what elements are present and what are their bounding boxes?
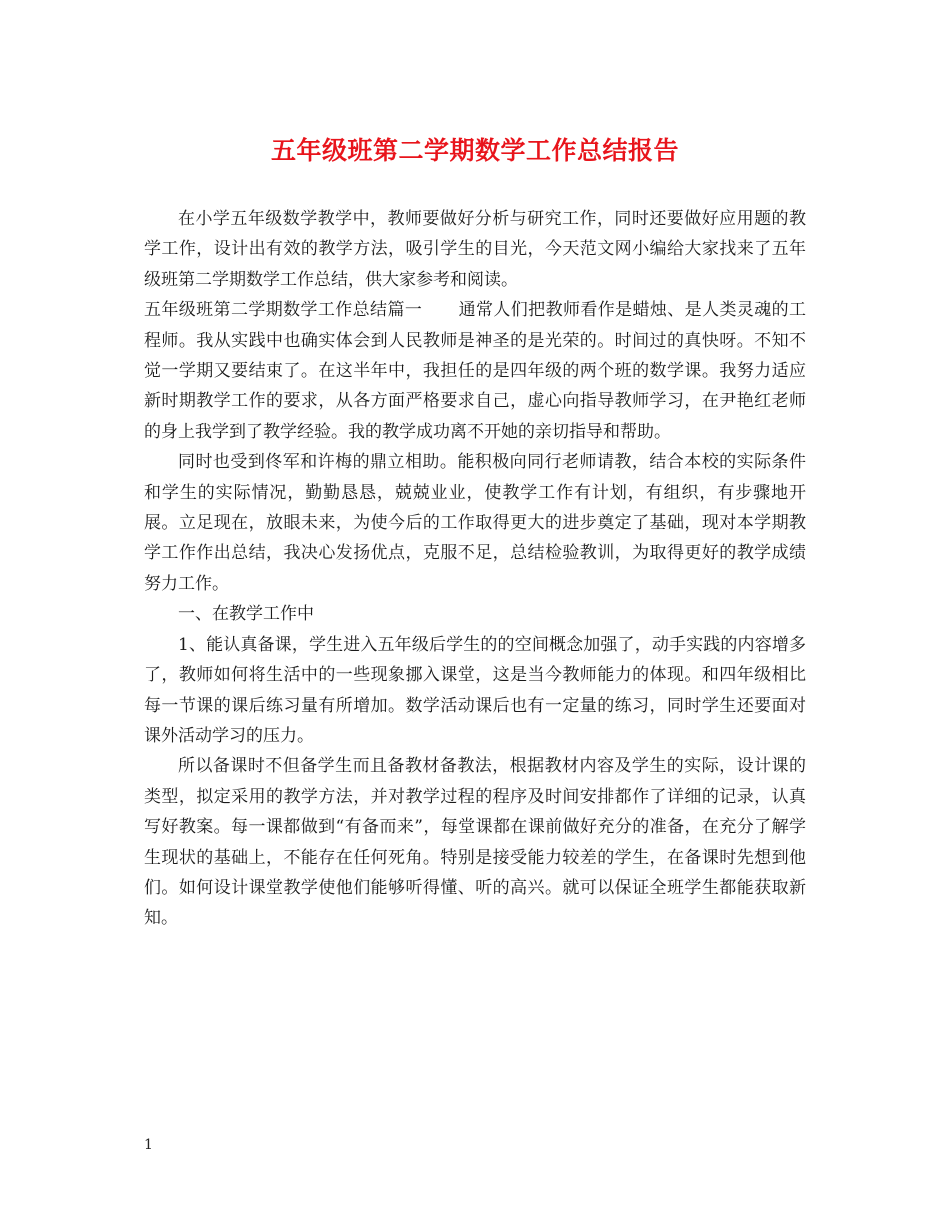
paragraph-lesson-prep: 1、能认真备课，学生进入五年级后学生的的空间概念加强了，动手实践的内容增多了，教师如何将生活中的一些现象挪入课堂，这是当今教师能力的体现。和四年级相比每一节课的课后练习量有所增加。数学活动课后也有一定量的练习，同时学生还要面对课外活动学习的压力。 xyxy=(144,634,806,746)
document-body xyxy=(144,204,806,934)
page-number: 1 xyxy=(144,1137,153,1153)
section-heading-part-one: 五年级班第二学期数学工作总结篇一 xyxy=(144,300,423,321)
paragraph-part-one xyxy=(144,295,806,447)
document-title: 五年级班第二学期数学工作总结报告 xyxy=(270,136,679,165)
paragraph-lesson-planning: 所以备课时不但备学生而且备教材备教法，根据教材内容及学生的实际，设计课的类型，拟定采用的教学方法，并对教学过程的程序及时间安排都作了详细的记录，认真写好教案。每一课都做到“有备而来”，每堂课都在课前做好充分的准备，在充分了解学生现状的基础上，不能存在任何死角。特别是接受能力较差的学生，在备课时先想到他们。如何设计课堂教学使他们能够听得懂、听的高兴。就可以保证全班学生都能获取新知。 xyxy=(144,756,806,929)
paragraph-intro: 在小学五年级数学教学中，教师要做好分析与研究工作，同时还要做好应用题的教学工作，设计出有效的教学方法，吸引学生的目光，今天范文网小编给大家找来了五年级班第二学期数学工作总结，供大家参考和阅读。 xyxy=(144,209,806,290)
paragraph-part-one-text: 通常人们把教师看作是蜡烛、是人类灵魂的工程师。我从实践中也确实体会到人民教师是神圣的是光荣的。时间过的真快呀。不知不觉一学期又要结束了。在这半年中，我担任的是四年级的两个班的数学课。我努力适应新时期教学工作的要求，从各方面严格要求自己，虚心向指导教师学习，在尹艳红老师的身上我学到了教学经验。我的教学成功离不开她的亲切指导和帮助。 xyxy=(144,300,807,442)
paragraph-colleagues: 同时也受到佟军和许梅的鼎立相助。能积极向同行老师请教，结合本校的实际条件和学生的实际情况，勤勤恳恳，兢兢业业，使教学工作有计划，有组织，有步骤地开展。立足现在，放眼未来，为使今后的工作取得更大的进步奠定了基础，现对本学期教学工作作出总结，我决心发扬优点，克服不足，总结检验教训，为取得更好的教学成绩努力工作。 xyxy=(144,452,806,594)
section-heading-teaching: 一、在教学工作中 xyxy=(178,604,314,625)
